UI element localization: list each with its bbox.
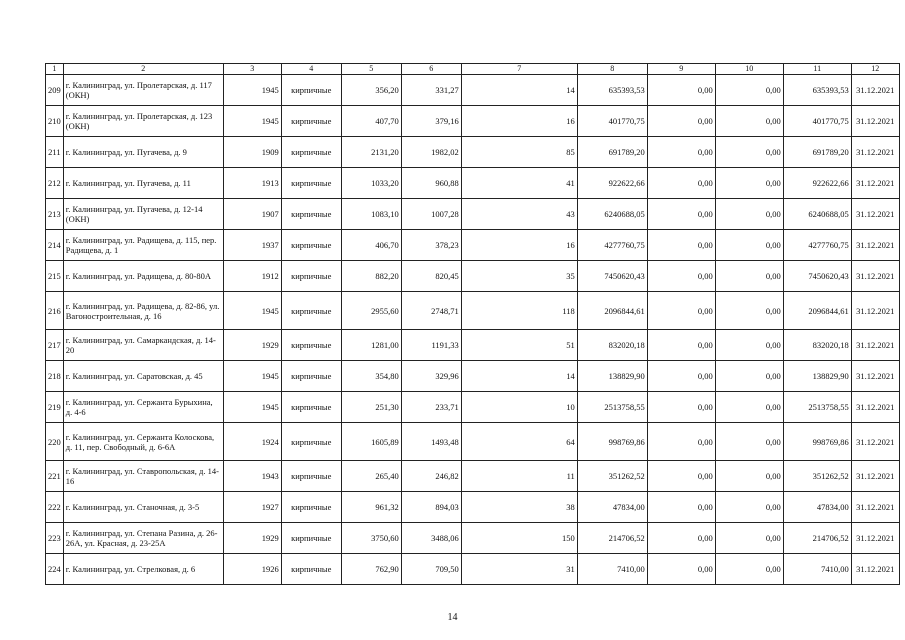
column-header: 4	[281, 64, 341, 75]
address-cell: г. Калининград, ул. Стрелковая, д. 6	[63, 554, 223, 585]
wall-material-cell: кирпичные	[281, 461, 341, 492]
cost-cell: 214706,52	[577, 523, 647, 554]
table-row	[46, 423, 900, 461]
address-cell: г. Калининград, ул. Ставропольская, д. 14-16	[63, 461, 223, 492]
area-total-cell: 882,20	[341, 261, 401, 292]
wall-material-cell: кирпичные	[281, 361, 341, 392]
value-col9-cell: 0,00	[647, 461, 715, 492]
area-total-cell: 354,80	[341, 361, 401, 392]
value-col11-cell: 4277760,75	[783, 230, 851, 261]
date-cell: 31.12.2021	[851, 230, 899, 261]
area-total-cell: 2955,60	[341, 292, 401, 330]
column-header: 2	[63, 64, 223, 75]
residents-cell: 85	[461, 137, 577, 168]
table-row	[46, 230, 900, 261]
value-col11-cell: 138829,90	[783, 361, 851, 392]
wall-material-cell: кирпичные	[281, 261, 341, 292]
value-col9-cell: 0,00	[647, 168, 715, 199]
cost-cell: 2096844,61	[577, 292, 647, 330]
table-row	[46, 554, 900, 585]
address-cell: г. Калининград, ул. Радищева, д. 82-86, ул. Вагоностроительная, д. 16	[63, 292, 223, 330]
address-cell: г. Калининград, ул. Саратовская, д. 45	[63, 361, 223, 392]
date-cell: 31.12.2021	[851, 423, 899, 461]
row-number: 216	[46, 292, 64, 330]
date-cell: 31.12.2021	[851, 168, 899, 199]
area-total-cell: 1605,89	[341, 423, 401, 461]
date-cell: 31.12.2021	[851, 392, 899, 423]
value-col10-cell: 0,00	[715, 492, 783, 523]
address-cell: г. Калининград, ул. Радищева, д. 80-80А	[63, 261, 223, 292]
row-number: 215	[46, 261, 64, 292]
cost-cell: 922622,66	[577, 168, 647, 199]
year-cell: 1907	[223, 199, 281, 230]
date-cell: 31.12.2021	[851, 106, 899, 137]
wall-material-cell: кирпичные	[281, 168, 341, 199]
date-cell: 31.12.2021	[851, 330, 899, 361]
cost-cell: 7410,00	[577, 554, 647, 585]
value-col11-cell: 214706,52	[783, 523, 851, 554]
year-cell: 1945	[223, 292, 281, 330]
date-cell: 31.12.2021	[851, 75, 899, 106]
table-row	[46, 361, 900, 392]
area-living-cell: 2748,71	[401, 292, 461, 330]
address-cell: г. Калининград, ул. Сержанта Бурыхина, д. 4-6	[63, 392, 223, 423]
column-header: 1	[46, 64, 64, 75]
value-col11-cell: 351262,52	[783, 461, 851, 492]
area-living-cell: 329,96	[401, 361, 461, 392]
residents-cell: 16	[461, 230, 577, 261]
value-col9-cell: 0,00	[647, 423, 715, 461]
wall-material-cell: кирпичные	[281, 230, 341, 261]
year-cell: 1913	[223, 168, 281, 199]
address-cell: г. Калининград, ул. Пугачева, д. 12-14 (ОКН)	[63, 199, 223, 230]
address-cell: г. Калининград, ул. Пролетарская, д. 123 (ОКН)	[63, 106, 223, 137]
year-cell: 1945	[223, 75, 281, 106]
value-col11-cell: 6240688,05	[783, 199, 851, 230]
date-cell: 31.12.2021	[851, 361, 899, 392]
value-col9-cell: 0,00	[647, 137, 715, 168]
area-living-cell: 331,27	[401, 75, 461, 106]
area-living-cell: 1982,02	[401, 137, 461, 168]
column-header: 8	[577, 64, 647, 75]
table-row	[46, 75, 900, 106]
year-cell: 1943	[223, 461, 281, 492]
row-number: 217	[46, 330, 64, 361]
area-living-cell: 1191,33	[401, 330, 461, 361]
area-total-cell: 407,70	[341, 106, 401, 137]
residents-cell: 41	[461, 168, 577, 199]
value-col9-cell: 0,00	[647, 361, 715, 392]
area-living-cell: 379,16	[401, 106, 461, 137]
value-col11-cell: 2096844,61	[783, 292, 851, 330]
cost-cell: 4277760,75	[577, 230, 647, 261]
year-cell: 1924	[223, 423, 281, 461]
residents-cell: 11	[461, 461, 577, 492]
row-number: 221	[46, 461, 64, 492]
address-cell: г. Калининград, ул. Пугачева, д. 11	[63, 168, 223, 199]
cost-cell: 691789,20	[577, 137, 647, 168]
table-row	[46, 330, 900, 361]
table-row	[46, 261, 900, 292]
area-total-cell: 762,90	[341, 554, 401, 585]
wall-material-cell: кирпичные	[281, 106, 341, 137]
table-row	[46, 392, 900, 423]
value-col9-cell: 0,00	[647, 230, 715, 261]
wall-material-cell: кирпичные	[281, 392, 341, 423]
area-total-cell: 251,30	[341, 392, 401, 423]
wall-material-cell: кирпичные	[281, 292, 341, 330]
area-total-cell: 1083,10	[341, 199, 401, 230]
address-cell: г. Калининград, ул. Сержанта Колоскова, д. 11, пер. Свободный, д. 6-6А	[63, 423, 223, 461]
wall-material-cell: кирпичные	[281, 137, 341, 168]
area-living-cell: 820,45	[401, 261, 461, 292]
column-header: 5	[341, 64, 401, 75]
row-number: 209	[46, 75, 64, 106]
value-col10-cell: 0,00	[715, 461, 783, 492]
cost-cell: 635393,53	[577, 75, 647, 106]
table-row	[46, 523, 900, 554]
value-col10-cell: 0,00	[715, 330, 783, 361]
address-cell: г. Калининград, ул. Пугачева, д. 9	[63, 137, 223, 168]
value-col10-cell: 0,00	[715, 392, 783, 423]
area-living-cell: 246,82	[401, 461, 461, 492]
value-col9-cell: 0,00	[647, 523, 715, 554]
residents-cell: 14	[461, 75, 577, 106]
year-cell: 1909	[223, 137, 281, 168]
residents-cell: 10	[461, 392, 577, 423]
year-cell: 1927	[223, 492, 281, 523]
value-col11-cell: 635393,53	[783, 75, 851, 106]
residents-cell: 16	[461, 106, 577, 137]
cost-cell: 998769,86	[577, 423, 647, 461]
date-cell: 31.12.2021	[851, 137, 899, 168]
row-number: 222	[46, 492, 64, 523]
value-col11-cell: 832020,18	[783, 330, 851, 361]
value-col10-cell: 0,00	[715, 75, 783, 106]
row-number: 224	[46, 554, 64, 585]
value-col11-cell: 47834,00	[783, 492, 851, 523]
cost-cell: 7450620,43	[577, 261, 647, 292]
wall-material-cell: кирпичные	[281, 75, 341, 106]
address-cell: г. Калининград, ул. Станочная, д. 3-5	[63, 492, 223, 523]
address-cell: г. Калининград, ул. Пролетарская, д. 117 (ОКН)	[63, 75, 223, 106]
value-col10-cell: 0,00	[715, 361, 783, 392]
column-number-header-row	[46, 64, 900, 75]
wall-material-cell: кирпичные	[281, 330, 341, 361]
date-cell: 31.12.2021	[851, 554, 899, 585]
table-body	[46, 75, 900, 585]
wall-material-cell: кирпичные	[281, 423, 341, 461]
residents-cell: 31	[461, 554, 577, 585]
table-row	[46, 168, 900, 199]
column-header: 9	[647, 64, 715, 75]
value-col9-cell: 0,00	[647, 106, 715, 137]
column-header: 6	[401, 64, 461, 75]
residents-cell: 51	[461, 330, 577, 361]
row-number: 214	[46, 230, 64, 261]
table-row	[46, 106, 900, 137]
wall-material-cell: кирпичные	[281, 554, 341, 585]
value-col10-cell: 0,00	[715, 168, 783, 199]
area-living-cell: 960,88	[401, 168, 461, 199]
year-cell: 1945	[223, 392, 281, 423]
date-cell: 31.12.2021	[851, 461, 899, 492]
cost-cell: 401770,75	[577, 106, 647, 137]
table-row	[46, 137, 900, 168]
row-number: 223	[46, 523, 64, 554]
area-living-cell: 709,50	[401, 554, 461, 585]
residents-cell: 38	[461, 492, 577, 523]
table-row	[46, 199, 900, 230]
address-cell: г. Калининград, ул. Радищева, д. 115, пер. Радищева, д. 1	[63, 230, 223, 261]
row-number: 220	[46, 423, 64, 461]
value-col9-cell: 0,00	[647, 261, 715, 292]
value-col10-cell: 0,00	[715, 137, 783, 168]
table-row	[46, 461, 900, 492]
cost-cell: 832020,18	[577, 330, 647, 361]
value-col9-cell: 0,00	[647, 392, 715, 423]
date-cell: 31.12.2021	[851, 523, 899, 554]
housing-register-table	[45, 63, 900, 585]
wall-material-cell: кирпичные	[281, 492, 341, 523]
area-living-cell: 233,71	[401, 392, 461, 423]
cost-cell: 138829,90	[577, 361, 647, 392]
value-col11-cell: 922622,66	[783, 168, 851, 199]
value-col10-cell: 0,00	[715, 230, 783, 261]
residents-cell: 14	[461, 361, 577, 392]
value-col11-cell: 2513758,55	[783, 392, 851, 423]
row-number: 211	[46, 137, 64, 168]
address-cell: г. Калининград, ул. Степана Разина, д. 26-26А, ул. Красная, д. 23-25А	[63, 523, 223, 554]
year-cell: 1945	[223, 106, 281, 137]
area-living-cell: 378,23	[401, 230, 461, 261]
residents-cell: 35	[461, 261, 577, 292]
area-total-cell: 961,32	[341, 492, 401, 523]
column-header: 7	[461, 64, 577, 75]
area-living-cell: 1493,48	[401, 423, 461, 461]
column-header: 12	[851, 64, 899, 75]
row-number: 210	[46, 106, 64, 137]
value-col9-cell: 0,00	[647, 292, 715, 330]
area-total-cell: 265,40	[341, 461, 401, 492]
value-col10-cell: 0,00	[715, 523, 783, 554]
value-col10-cell: 0,00	[715, 106, 783, 137]
column-header: 11	[783, 64, 851, 75]
column-header: 3	[223, 64, 281, 75]
value-col10-cell: 0,00	[715, 554, 783, 585]
value-col10-cell: 0,00	[715, 199, 783, 230]
cost-cell: 351262,52	[577, 461, 647, 492]
value-col11-cell: 401770,75	[783, 106, 851, 137]
page-number: 14	[447, 612, 458, 623]
wall-material-cell: кирпичные	[281, 523, 341, 554]
value-col9-cell: 0,00	[647, 492, 715, 523]
value-col10-cell: 0,00	[715, 423, 783, 461]
area-total-cell: 1281,00	[341, 330, 401, 361]
value-col10-cell: 0,00	[715, 261, 783, 292]
area-living-cell: 3488,06	[401, 523, 461, 554]
table-row	[46, 292, 900, 330]
date-cell: 31.12.2021	[851, 199, 899, 230]
residents-cell: 64	[461, 423, 577, 461]
year-cell: 1945	[223, 361, 281, 392]
residents-cell: 118	[461, 292, 577, 330]
area-total-cell: 406,70	[341, 230, 401, 261]
value-col11-cell: 7410,00	[783, 554, 851, 585]
area-total-cell: 356,20	[341, 75, 401, 106]
year-cell: 1926	[223, 554, 281, 585]
value-col11-cell: 998769,86	[783, 423, 851, 461]
date-cell: 31.12.2021	[851, 261, 899, 292]
cost-cell: 6240688,05	[577, 199, 647, 230]
column-header: 10	[715, 64, 783, 75]
area-total-cell: 3750,60	[341, 523, 401, 554]
area-total-cell: 1033,20	[341, 168, 401, 199]
value-col9-cell: 0,00	[647, 199, 715, 230]
value-col11-cell: 691789,20	[783, 137, 851, 168]
residents-cell: 150	[461, 523, 577, 554]
year-cell: 1937	[223, 230, 281, 261]
row-number: 213	[46, 199, 64, 230]
value-col11-cell: 7450620,43	[783, 261, 851, 292]
table-row	[46, 492, 900, 523]
address-cell: г. Калининград, ул. Самаркандская, д. 14-20	[63, 330, 223, 361]
value-col9-cell: 0,00	[647, 554, 715, 585]
area-living-cell: 1007,28	[401, 199, 461, 230]
area-total-cell: 2131,20	[341, 137, 401, 168]
year-cell: 1929	[223, 523, 281, 554]
value-col9-cell: 0,00	[647, 75, 715, 106]
wall-material-cell: кирпичные	[281, 199, 341, 230]
year-cell: 1929	[223, 330, 281, 361]
residents-cell: 43	[461, 199, 577, 230]
row-number: 219	[46, 392, 64, 423]
row-number: 218	[46, 361, 64, 392]
cost-cell: 47834,00	[577, 492, 647, 523]
value-col9-cell: 0,00	[647, 330, 715, 361]
area-living-cell: 894,03	[401, 492, 461, 523]
value-col10-cell: 0,00	[715, 292, 783, 330]
date-cell: 31.12.2021	[851, 292, 899, 330]
cost-cell: 2513758,55	[577, 392, 647, 423]
date-cell: 31.12.2021	[851, 492, 899, 523]
row-number: 212	[46, 168, 64, 199]
year-cell: 1912	[223, 261, 281, 292]
